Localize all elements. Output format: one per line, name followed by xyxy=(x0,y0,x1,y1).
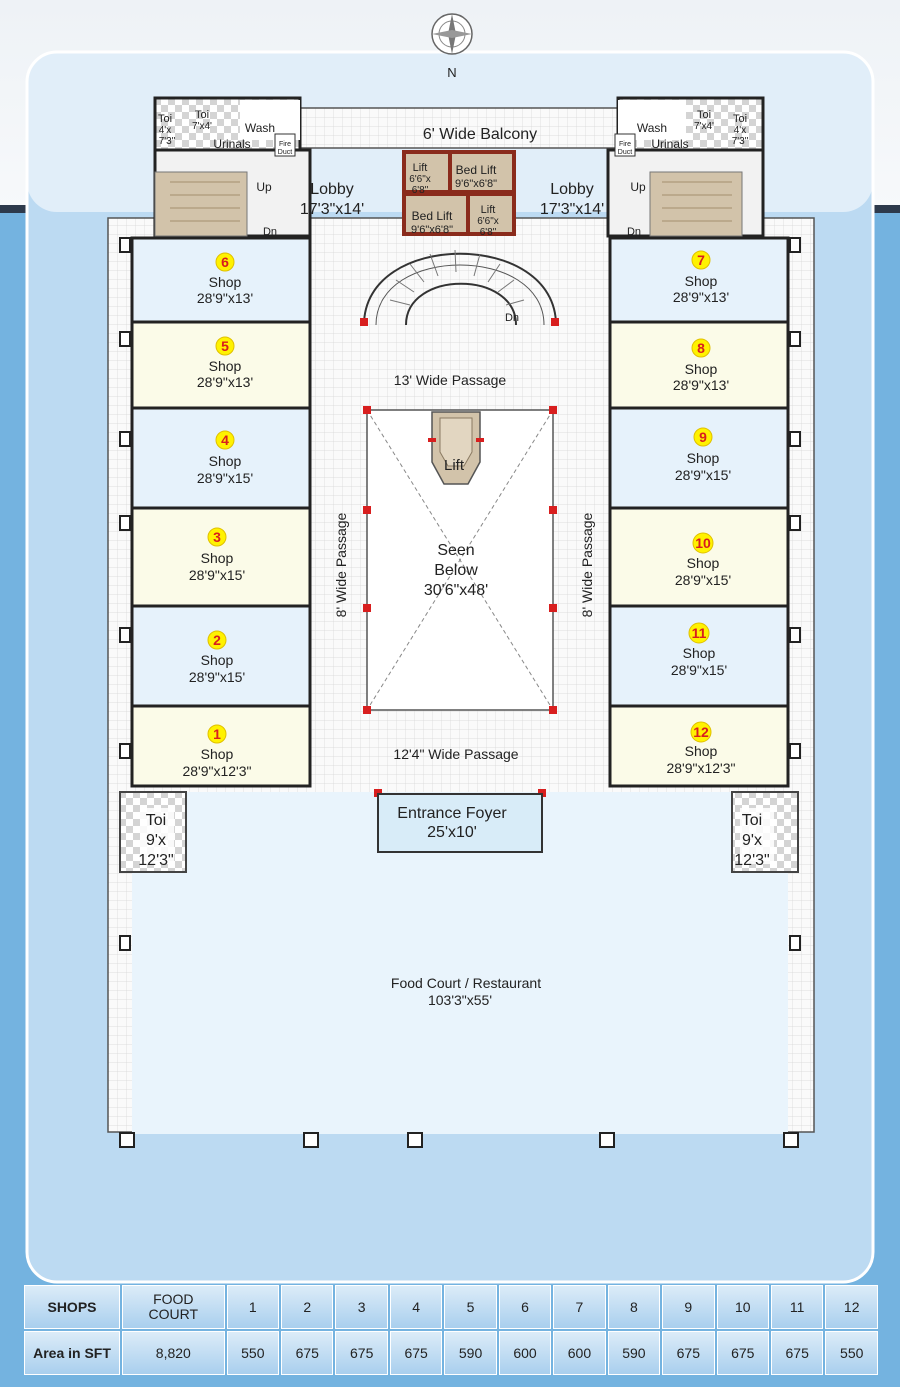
shop-5-number: 5 xyxy=(221,338,229,354)
right-stair-up: Up xyxy=(630,180,646,194)
shop-2-number: 2 xyxy=(213,632,221,648)
shop-3-size: 28'9"x15' xyxy=(188,567,246,583)
bed-lift2-name: Bed Lift xyxy=(411,209,453,223)
food-court-header-line1: FOOD xyxy=(153,1291,194,1307)
area-table-header-row xyxy=(24,1285,878,1329)
left-toi-a-size-2: 7'3" xyxy=(158,136,176,147)
food-court-name: Food Court / Restaurant xyxy=(390,975,542,991)
right-wash: Wash xyxy=(636,121,668,135)
lobby-right-size: 17'3"x14' xyxy=(539,201,605,218)
area-table-value: 675 xyxy=(281,1331,333,1375)
bed-lift1-name: Bed Lift xyxy=(455,163,497,177)
passage-8-left-label: 8' Wide Passage xyxy=(333,512,349,618)
shop-12-size: 28'9"x12'3" xyxy=(666,760,736,776)
area-table-value: 675 xyxy=(662,1331,714,1375)
left-toi-b: Toi xyxy=(194,109,210,121)
area-table-col: 10 xyxy=(717,1285,769,1329)
shop-8-label: Shop xyxy=(684,361,718,377)
compass-north-label: N xyxy=(447,65,457,80)
shop-10-size: 28'9"x15' xyxy=(674,572,732,588)
left-toilet-size-1: 9'x xyxy=(146,832,166,849)
right-toilet-size-2: 12'3" xyxy=(734,852,770,869)
area-table-col: 3 xyxy=(335,1285,387,1329)
left-stair-dn: Dn xyxy=(262,226,278,238)
stair-dn-label: Dn xyxy=(504,312,520,324)
right-toi-b: Toi xyxy=(696,109,712,121)
entrance-foyer xyxy=(378,794,542,852)
shop-4-size: 28'9"x15' xyxy=(196,470,254,486)
area-table-col: 6 xyxy=(499,1285,551,1329)
shop-11-label: Shop xyxy=(682,645,716,661)
shop-10-number: 10 xyxy=(695,535,711,551)
right-toilet-name: Toi xyxy=(741,812,763,829)
lift2-size-1: 6'6"x xyxy=(477,216,499,227)
lobby-right-name: Lobby xyxy=(550,181,594,198)
left-toilet-name: Toi xyxy=(145,812,167,829)
shop-6-number: 6 xyxy=(221,254,229,270)
left-toilet-size-2: 12'3" xyxy=(138,852,174,869)
area-table-col: 11 xyxy=(771,1285,823,1329)
lift2-name: Lift xyxy=(480,204,496,216)
entrance-size: 25'x10' xyxy=(427,824,477,841)
right-urinals: Urinals xyxy=(651,137,689,151)
shop-4-label: Shop xyxy=(208,453,242,469)
area-table-value: 550 xyxy=(825,1331,878,1375)
passage-12-label: 12'4" Wide Passage xyxy=(393,746,519,762)
right-toi-a: Toi xyxy=(732,113,748,125)
balcony-label: 6' Wide Balcony xyxy=(422,126,538,143)
shop-6-label: Shop xyxy=(208,274,242,290)
shop-7-number: 7 xyxy=(697,252,705,268)
compass-icon xyxy=(432,14,472,54)
left-shops xyxy=(132,238,310,786)
shop-11-size: 28'9"x15' xyxy=(670,662,728,678)
right-toi-a-size-2: 7'3" xyxy=(731,136,749,147)
area-table-value: 590 xyxy=(608,1331,660,1375)
shop-6-size: 28'9"x13' xyxy=(196,290,254,306)
area-table xyxy=(22,1283,880,1377)
shop-8-size: 28'9"x13' xyxy=(672,377,730,393)
area-table-value: 675 xyxy=(390,1331,442,1375)
food-court-header-line2: COURT xyxy=(148,1306,199,1322)
left-toi-a: Toi xyxy=(157,113,173,125)
area-table-value: 675 xyxy=(335,1331,387,1375)
shop-3-number: 3 xyxy=(213,529,221,545)
passage-13-label: 13' Wide Passage xyxy=(393,372,507,388)
right-toilet-size-1: 9'x xyxy=(742,832,762,849)
left-stair-up: Up xyxy=(256,180,272,194)
area-table-value: 550 xyxy=(227,1331,279,1375)
passage-8-right-label: 8' Wide Passage xyxy=(579,512,595,618)
area-table-col: 9 xyxy=(662,1285,714,1329)
shop-5-size: 28'9"x13' xyxy=(196,374,254,390)
seen-below-line1: Seen xyxy=(437,542,475,559)
left-toi-a-size-1: 4'x xyxy=(158,125,172,136)
left-fire-duct-1: Fire xyxy=(278,141,292,148)
shop-7-size: 28'9"x13' xyxy=(672,289,730,305)
shop-2-label: Shop xyxy=(200,652,234,668)
left-toi-b-size: 7'x4' xyxy=(192,121,212,132)
area-table-col: 8 xyxy=(608,1285,660,1329)
shop-1-size: 28'9"x12'3" xyxy=(182,763,252,779)
area-table-value: 600 xyxy=(499,1331,551,1375)
lift1-size-1: 6'6"x xyxy=(409,174,431,185)
area-table-col: 1 xyxy=(227,1285,279,1329)
left-fire-duct-2: Duct xyxy=(277,149,293,156)
shop-12-number: 12 xyxy=(693,724,709,740)
shop-9-label: Shop xyxy=(686,450,720,466)
shop-1-number: 1 xyxy=(213,726,221,742)
right-shops xyxy=(610,238,788,786)
area-table-value: 600 xyxy=(553,1331,605,1375)
shop-5-label: Shop xyxy=(208,358,242,374)
area-table-col: 2 xyxy=(281,1285,333,1329)
lobby-left-name: Lobby xyxy=(310,181,354,198)
bed-lift2-size: 9'6"x6'8" xyxy=(411,224,453,236)
shop-7-label: Shop xyxy=(684,273,718,289)
area-table-row-label: Area in SFT xyxy=(24,1331,120,1375)
right-toi-b-size: 7'x4' xyxy=(694,121,714,132)
lift1-name: Lift xyxy=(412,162,428,174)
left-wash: Wash xyxy=(244,121,276,135)
lift1-size-2: 6'8" xyxy=(411,185,429,196)
area-table-food-court-header xyxy=(122,1285,225,1329)
shop-8-number: 8 xyxy=(697,340,705,356)
shop-12-label: Shop xyxy=(684,743,718,759)
area-table-value: 675 xyxy=(717,1331,769,1375)
center-lift-label: Lift xyxy=(443,457,465,474)
right-toi-a-size-1: 4'x xyxy=(733,125,747,136)
area-table-value: 590 xyxy=(444,1331,496,1375)
shop-9-number: 9 xyxy=(699,429,707,445)
food-court-size: 103'3"x55' xyxy=(427,992,493,1008)
right-fire-duct-2: Duct xyxy=(617,149,633,156)
shop-10-label: Shop xyxy=(686,555,720,571)
seen-below-line2: Below xyxy=(434,562,478,579)
area-table-col: 5 xyxy=(444,1285,496,1329)
area-table-value-row xyxy=(24,1331,878,1375)
area-table-col: 7 xyxy=(553,1285,605,1329)
area-table-col: 4 xyxy=(390,1285,442,1329)
shop-11-number: 11 xyxy=(691,625,707,641)
shop-1-label: Shop xyxy=(200,746,234,762)
right-stair-dn: Dn xyxy=(626,226,642,238)
area-table-col: 12 xyxy=(825,1285,878,1329)
shop-9-size: 28'9"x15' xyxy=(674,467,732,483)
area-table-header-label: SHOPS xyxy=(24,1285,120,1329)
lobby-left-size: 17'3"x14' xyxy=(299,201,365,218)
shop-3-label: Shop xyxy=(200,550,234,566)
area-table-food-court-value: 8,820 xyxy=(122,1331,225,1375)
entrance-name: Entrance Foyer xyxy=(397,805,507,822)
shop-2-size: 28'9"x15' xyxy=(188,669,246,685)
shop-4-number: 4 xyxy=(221,432,229,448)
bed-lift1-size: 9'6"x6'8" xyxy=(455,178,497,190)
right-fire-duct-1: Fire xyxy=(618,141,632,148)
lift2-size-2: 6'8" xyxy=(479,227,497,238)
area-table-value: 675 xyxy=(771,1331,823,1375)
left-urinals: Urinals xyxy=(213,137,251,151)
seen-below-size: 30'6"x48' xyxy=(423,582,489,599)
